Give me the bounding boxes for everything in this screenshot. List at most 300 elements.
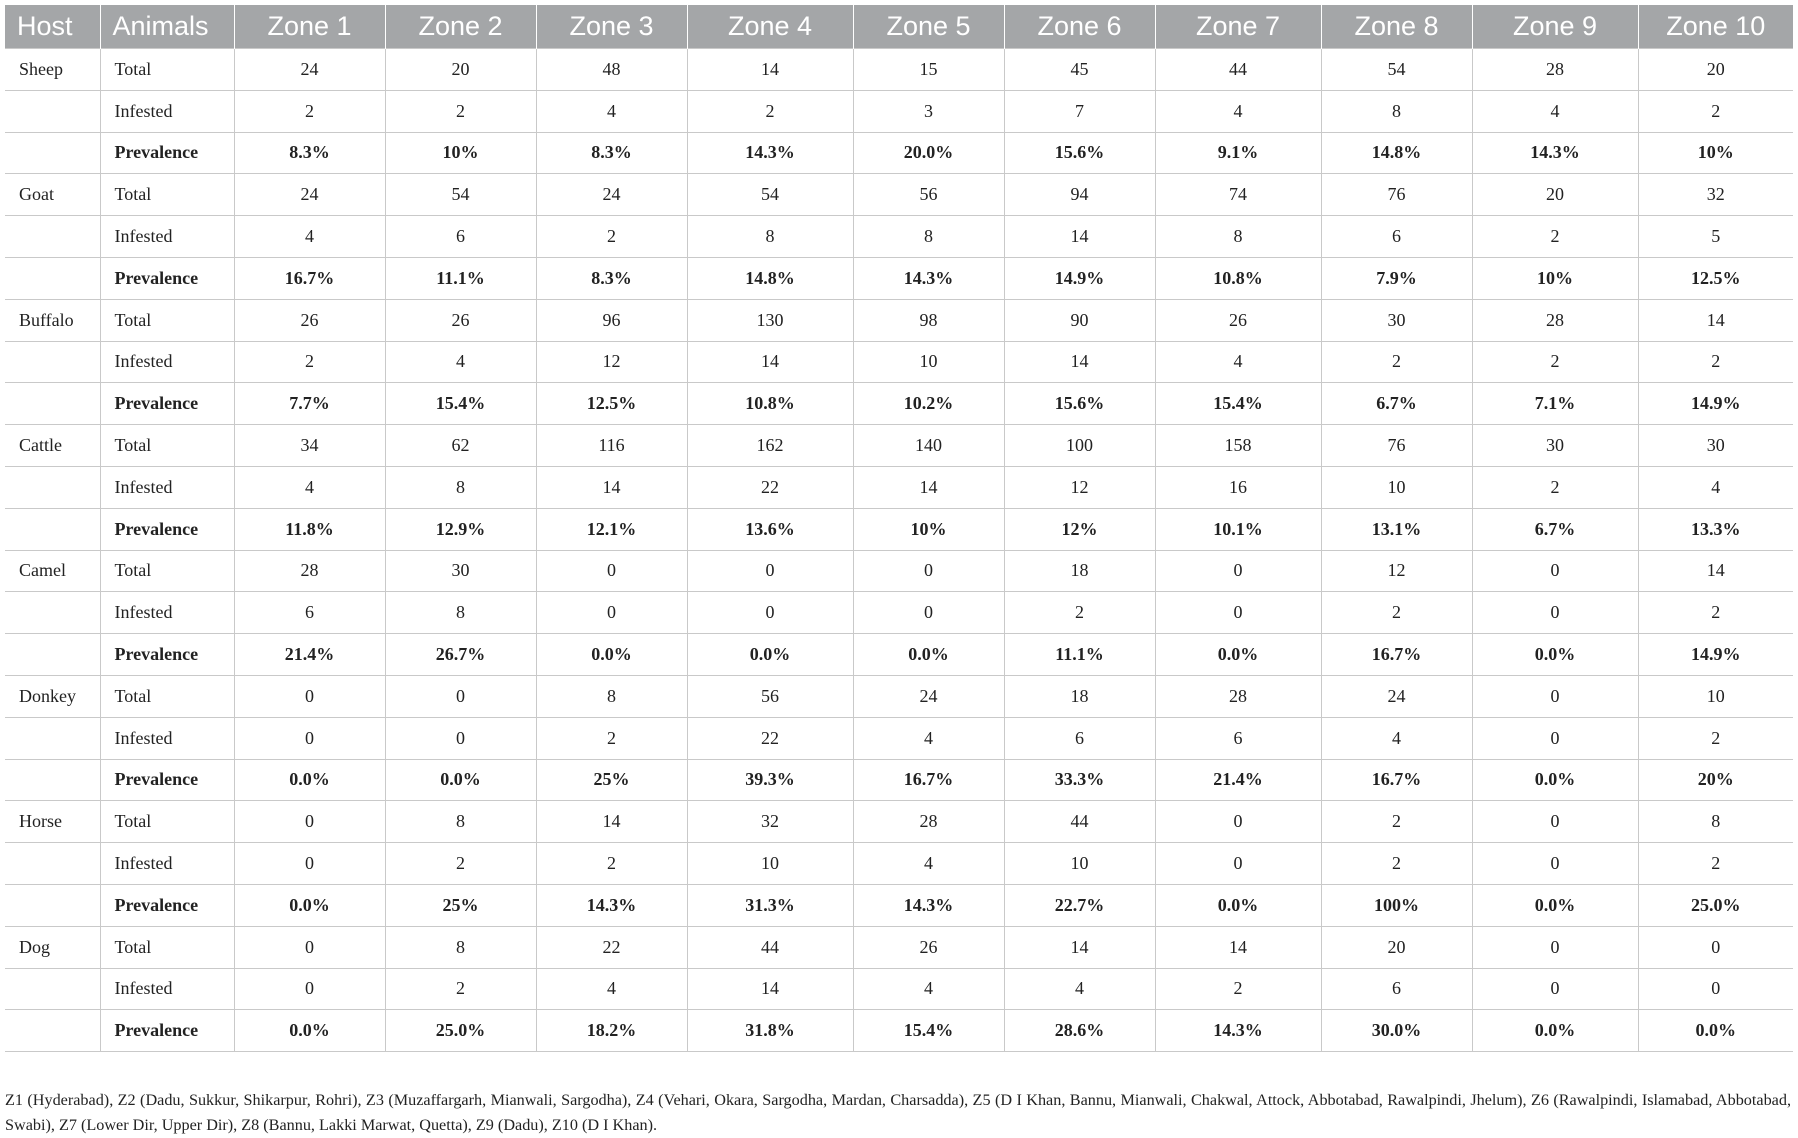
host-cell	[5, 843, 100, 885]
zone-value-cell: 24	[234, 174, 385, 216]
zone-value-cell: 15.6%	[1004, 383, 1155, 425]
zone-value-cell: 0	[234, 926, 385, 968]
column-header-host: Host	[5, 5, 100, 49]
zone-value-cell: 2	[1638, 341, 1793, 383]
zone-value-cell: 5	[1638, 216, 1793, 258]
zone-value-cell: 14	[536, 466, 687, 508]
zone-value-cell: 2	[536, 843, 687, 885]
zone-value-cell: 7	[1004, 90, 1155, 132]
zone-value-cell: 6	[1004, 717, 1155, 759]
table-row	[5, 216, 1793, 258]
host-cell	[5, 508, 100, 550]
zone-value-cell: 14.9%	[1638, 634, 1793, 676]
zone-value-cell: 10%	[1472, 257, 1638, 299]
host-cell	[5, 132, 100, 174]
row-label-cell: Infested	[100, 216, 234, 258]
zone-value-cell: 15.6%	[1004, 132, 1155, 174]
zone-value-cell: 100	[1004, 425, 1155, 467]
zone-value-cell: 2	[385, 90, 536, 132]
row-label-cell: Infested	[100, 592, 234, 634]
zone-value-cell: 14	[687, 341, 853, 383]
zone-value-cell: 2	[234, 90, 385, 132]
zone-value-cell: 20%	[1638, 759, 1793, 801]
zone-value-cell: 56	[853, 174, 1004, 216]
zone-value-cell: 12	[536, 341, 687, 383]
zone-value-cell: 56	[687, 675, 853, 717]
zone-value-cell: 14.3%	[853, 884, 1004, 926]
zone-value-cell: 30	[1472, 425, 1638, 467]
zone-value-cell: 96	[536, 299, 687, 341]
zone-value-cell: 8	[1321, 90, 1472, 132]
zone-value-cell: 158	[1155, 425, 1321, 467]
zone-value-cell: 6	[234, 592, 385, 634]
zone-value-cell: 6.7%	[1472, 508, 1638, 550]
zone-value-cell: 25%	[536, 759, 687, 801]
zone-value-cell: 8	[536, 675, 687, 717]
zone-value-cell: 30	[1321, 299, 1472, 341]
zone-value-cell: 100%	[1321, 884, 1472, 926]
column-header-zone-1: Zone 1	[234, 5, 385, 49]
zone-value-cell: 140	[853, 425, 1004, 467]
zone-value-cell: 10%	[385, 132, 536, 174]
column-header-zone-8: Zone 8	[1321, 5, 1472, 49]
table-row	[5, 299, 1793, 341]
zone-value-cell: 22	[687, 717, 853, 759]
zone-value-cell: 0	[1155, 801, 1321, 843]
zone-value-cell: 44	[1004, 801, 1155, 843]
row-label-cell: Prevalence	[100, 132, 234, 174]
host-cell	[5, 90, 100, 132]
host-cell: Donkey	[5, 675, 100, 717]
zone-value-cell: 0	[687, 592, 853, 634]
zone-value-cell: 21.4%	[234, 634, 385, 676]
zone-value-cell: 116	[536, 425, 687, 467]
zone-value-cell: 32	[1638, 174, 1793, 216]
zone-value-cell: 8	[1155, 216, 1321, 258]
table-row	[5, 466, 1793, 508]
zone-value-cell: 2	[536, 717, 687, 759]
zone-value-cell: 14.8%	[1321, 132, 1472, 174]
zone-value-cell: 26	[1155, 299, 1321, 341]
host-cell: Sheep	[5, 49, 100, 91]
row-label-cell: Infested	[100, 90, 234, 132]
host-cell	[5, 759, 100, 801]
table-row	[5, 132, 1793, 174]
zone-value-cell: 12	[1004, 466, 1155, 508]
zone-value-cell: 0.0%	[687, 634, 853, 676]
zone-value-cell: 0	[385, 675, 536, 717]
zone-value-cell: 31.3%	[687, 884, 853, 926]
zone-value-cell: 0	[1472, 675, 1638, 717]
table-row	[5, 49, 1793, 91]
zone-value-cell: 54	[687, 174, 853, 216]
zone-value-cell: 14	[687, 968, 853, 1010]
zone-value-cell: 15.4%	[385, 383, 536, 425]
table-row	[5, 759, 1793, 801]
zone-value-cell: 2	[234, 341, 385, 383]
host-cell: Goat	[5, 174, 100, 216]
zone-value-cell: 14.3%	[1472, 132, 1638, 174]
zone-value-cell: 28	[1155, 675, 1321, 717]
row-label-cell: Prevalence	[100, 508, 234, 550]
zone-value-cell: 26	[853, 926, 1004, 968]
zone-value-cell: 0	[1638, 968, 1793, 1010]
zone-value-cell: 0.0%	[1155, 634, 1321, 676]
host-cell	[5, 634, 100, 676]
zone-value-cell: 4	[234, 466, 385, 508]
zone-value-cell: 8	[687, 216, 853, 258]
row-label-cell: Prevalence	[100, 634, 234, 676]
zone-value-cell: 16.7%	[853, 759, 1004, 801]
table-row	[5, 592, 1793, 634]
zone-value-cell: 14	[1004, 341, 1155, 383]
zone-value-cell: 4	[1155, 341, 1321, 383]
table-row	[5, 341, 1793, 383]
zone-value-cell: 8.3%	[536, 132, 687, 174]
row-label-cell: Prevalence	[100, 1010, 234, 1052]
zone-value-cell: 0.0%	[853, 634, 1004, 676]
zone-value-cell: 0	[536, 550, 687, 592]
table-row	[5, 675, 1793, 717]
host-cell	[5, 341, 100, 383]
zone-value-cell: 8	[385, 926, 536, 968]
zone-value-cell: 25.0%	[385, 1010, 536, 1052]
table-footnote: Z1 (Hyderabad), Z2 (Dadu, Sukkur, Shikarpur, Rohri), Z3 (Muzaffargarh, Mianwali, Sargodha), Z4 (Vehari, Okara, Sargodha, Mardan, Charsadda), Z5 (D I Khan, Bannu, Mianwali, Chakwal, Attock, Abbotabad, Rawalpindi, Jhelum), Z6 (Rawalpindi, Islamabad, Abbotabad, Swabi), Z7 (Lower Dir, Upper Dir), Z8 (Bannu, Lakki Marwat, Quetta), Z9 (Dadu), Z10 (D I Khan).	[5, 1091, 1791, 1134]
zone-value-cell: 14	[853, 466, 1004, 508]
column-header-zone-7: Zone 7	[1155, 5, 1321, 49]
zone-value-cell: 4	[1638, 466, 1793, 508]
zone-value-cell: 0	[687, 550, 853, 592]
zone-value-cell: 0	[1472, 801, 1638, 843]
zone-value-cell: 0.0%	[1155, 884, 1321, 926]
zone-value-cell: 10	[687, 843, 853, 885]
column-header-zone-5: Zone 5	[853, 5, 1004, 49]
zone-value-cell: 10	[1004, 843, 1155, 885]
zone-value-cell: 0	[1472, 717, 1638, 759]
zone-value-cell: 10.8%	[1155, 257, 1321, 299]
zone-value-cell: 11.1%	[385, 257, 536, 299]
zone-value-cell: 6	[1321, 968, 1472, 1010]
zone-value-cell: 2	[1638, 592, 1793, 634]
zone-value-cell: 12	[1321, 550, 1472, 592]
zone-value-cell: 14	[1004, 926, 1155, 968]
zone-value-cell: 0	[1472, 550, 1638, 592]
row-label-cell: Prevalence	[100, 884, 234, 926]
zone-value-cell: 2	[1638, 843, 1793, 885]
zone-value-cell: 14	[1004, 216, 1155, 258]
column-header-zone-6: Zone 6	[1004, 5, 1155, 49]
zone-value-cell: 26	[385, 299, 536, 341]
zone-value-cell: 13.1%	[1321, 508, 1472, 550]
zone-value-cell: 0.0%	[385, 759, 536, 801]
column-header-animals: Animals	[100, 5, 234, 49]
row-label-cell: Infested	[100, 466, 234, 508]
zone-value-cell: 20	[1321, 926, 1472, 968]
zone-value-cell: 4	[853, 968, 1004, 1010]
zone-value-cell: 2	[1472, 466, 1638, 508]
zone-value-cell: 2	[1638, 717, 1793, 759]
row-label-cell: Total	[100, 550, 234, 592]
row-label-cell: Total	[100, 675, 234, 717]
table-row	[5, 383, 1793, 425]
zone-value-cell: 48	[536, 49, 687, 91]
table-row	[5, 634, 1793, 676]
zone-value-cell: 14	[1638, 550, 1793, 592]
zone-value-cell: 98	[853, 299, 1004, 341]
zone-value-cell: 2	[1472, 216, 1638, 258]
zone-value-cell: 16.7%	[234, 257, 385, 299]
zone-value-cell: 0.0%	[234, 1010, 385, 1052]
zone-value-cell: 10.1%	[1155, 508, 1321, 550]
zone-value-cell: 45	[1004, 49, 1155, 91]
zone-value-cell: 13.3%	[1638, 508, 1793, 550]
zone-value-cell: 8.3%	[234, 132, 385, 174]
zone-value-cell: 10.2%	[853, 383, 1004, 425]
row-label-cell: Prevalence	[100, 759, 234, 801]
table-row	[5, 1010, 1793, 1052]
row-label-cell: Prevalence	[100, 383, 234, 425]
zone-value-cell: 0.0%	[234, 759, 385, 801]
zone-value-cell: 0.0%	[1638, 1010, 1793, 1052]
zone-value-cell: 15.4%	[1155, 383, 1321, 425]
zone-value-cell: 0	[234, 968, 385, 1010]
zone-value-cell: 20	[1472, 174, 1638, 216]
zone-value-cell: 3	[853, 90, 1004, 132]
zone-value-cell: 12.5%	[536, 383, 687, 425]
zone-value-cell: 8	[1638, 801, 1793, 843]
zone-value-cell: 14	[687, 49, 853, 91]
zone-value-cell: 14.3%	[853, 257, 1004, 299]
table-row	[5, 801, 1793, 843]
zone-value-cell: 0	[1155, 550, 1321, 592]
zone-value-cell: 14	[536, 801, 687, 843]
zone-value-cell: 7.7%	[234, 383, 385, 425]
zone-value-cell: 0	[853, 550, 1004, 592]
zone-value-cell: 4	[1155, 90, 1321, 132]
zone-value-cell: 4	[536, 968, 687, 1010]
zone-value-cell: 0	[1472, 843, 1638, 885]
zone-value-cell: 20	[385, 49, 536, 91]
zone-value-cell: 7.9%	[1321, 257, 1472, 299]
zone-value-cell: 24	[234, 49, 385, 91]
zone-value-cell: 14.3%	[1155, 1010, 1321, 1052]
row-label-cell: Total	[100, 299, 234, 341]
row-label-cell: Total	[100, 425, 234, 467]
zone-value-cell: 4	[385, 341, 536, 383]
host-cell: Buffalo	[5, 299, 100, 341]
zone-value-cell: 0	[1472, 926, 1638, 968]
zone-value-cell: 12%	[1004, 508, 1155, 550]
zone-value-cell: 20.0%	[853, 132, 1004, 174]
host-cell	[5, 257, 100, 299]
host-cell	[5, 1010, 100, 1052]
zone-value-cell: 22	[536, 926, 687, 968]
host-cell	[5, 216, 100, 258]
table-row	[5, 550, 1793, 592]
zone-value-cell: 0	[1472, 968, 1638, 1010]
zone-value-cell: 4	[234, 216, 385, 258]
zone-value-cell: 0.0%	[234, 884, 385, 926]
zone-value-cell: 24	[536, 174, 687, 216]
zone-value-cell: 2	[1638, 90, 1793, 132]
zone-value-cell: 20	[1638, 49, 1793, 91]
zone-value-cell: 2	[1321, 843, 1472, 885]
zone-value-cell: 0.0%	[1472, 759, 1638, 801]
zone-value-cell: 130	[687, 299, 853, 341]
column-header-zone-3: Zone 3	[536, 5, 687, 49]
zone-value-cell: 10	[1638, 675, 1793, 717]
zone-value-cell: 14	[1155, 926, 1321, 968]
zone-value-cell: 26.7%	[385, 634, 536, 676]
zone-value-cell: 0	[234, 801, 385, 843]
host-cell: Horse	[5, 801, 100, 843]
table-row	[5, 884, 1793, 926]
zone-value-cell: 0	[1155, 592, 1321, 634]
host-cell: Cattle	[5, 425, 100, 467]
zone-value-cell: 14.9%	[1638, 383, 1793, 425]
zone-value-cell: 4	[1472, 90, 1638, 132]
zone-value-cell: 8	[385, 592, 536, 634]
zone-value-cell: 12.9%	[385, 508, 536, 550]
column-header-zone-10: Zone 10	[1638, 5, 1793, 49]
row-label-cell: Infested	[100, 341, 234, 383]
zone-value-cell: 13.6%	[687, 508, 853, 550]
row-label-cell: Prevalence	[100, 257, 234, 299]
host-cell	[5, 383, 100, 425]
zone-value-cell: 76	[1321, 425, 1472, 467]
zone-value-cell: 54	[385, 174, 536, 216]
zone-value-cell: 16.7%	[1321, 759, 1472, 801]
zone-value-cell: 74	[1155, 174, 1321, 216]
zone-value-cell: 0	[385, 717, 536, 759]
zone-value-cell: 16.7%	[1321, 634, 1472, 676]
zone-value-cell: 4	[853, 717, 1004, 759]
zone-value-cell: 2	[385, 968, 536, 1010]
zone-value-cell: 6	[385, 216, 536, 258]
zone-value-cell: 8	[385, 801, 536, 843]
zone-value-cell: 62	[385, 425, 536, 467]
zone-value-cell: 44	[1155, 49, 1321, 91]
zone-value-cell: 14.3%	[536, 884, 687, 926]
zone-value-cell: 2	[1321, 341, 1472, 383]
zone-value-cell: 10	[853, 341, 1004, 383]
zone-value-cell: 33.3%	[1004, 759, 1155, 801]
table-row	[5, 968, 1793, 1010]
prevalence-table	[5, 5, 1793, 1052]
zone-value-cell: 14	[1638, 299, 1793, 341]
table-row	[5, 174, 1793, 216]
zone-value-cell: 31.8%	[687, 1010, 853, 1052]
host-cell	[5, 717, 100, 759]
zone-value-cell: 15	[853, 49, 1004, 91]
zone-value-cell: 11.1%	[1004, 634, 1155, 676]
zone-value-cell: 54	[1321, 49, 1472, 91]
table-row	[5, 843, 1793, 885]
zone-value-cell: 7.1%	[1472, 383, 1638, 425]
zone-value-cell: 8	[385, 466, 536, 508]
zone-value-cell: 26	[234, 299, 385, 341]
zone-value-cell: 0	[853, 592, 1004, 634]
zone-value-cell: 0.0%	[1472, 884, 1638, 926]
zone-value-cell: 0.0%	[536, 634, 687, 676]
zone-value-cell: 10%	[1638, 132, 1793, 174]
zone-value-cell: 28.6%	[1004, 1010, 1155, 1052]
zone-value-cell: 10%	[853, 508, 1004, 550]
zone-value-cell: 0	[536, 592, 687, 634]
zone-value-cell: 0	[234, 675, 385, 717]
zone-value-cell: 6.7%	[1321, 383, 1472, 425]
row-label-cell: Infested	[100, 843, 234, 885]
host-cell: Dog	[5, 926, 100, 968]
zone-value-cell: 30.0%	[1321, 1010, 1472, 1052]
zone-value-cell: 14.9%	[1004, 257, 1155, 299]
zone-value-cell: 14.8%	[687, 257, 853, 299]
host-cell: Camel	[5, 550, 100, 592]
zone-value-cell: 2	[1321, 801, 1472, 843]
zone-value-cell: 25.0%	[1638, 884, 1793, 926]
zone-value-cell: 94	[1004, 174, 1155, 216]
table-row	[5, 90, 1793, 132]
zone-value-cell: 28	[853, 801, 1004, 843]
zone-value-cell: 2	[1472, 341, 1638, 383]
zone-value-cell: 0	[234, 717, 385, 759]
table-row	[5, 257, 1793, 299]
zone-value-cell: 4	[853, 843, 1004, 885]
zone-value-cell: 30	[385, 550, 536, 592]
zone-value-cell: 15.4%	[853, 1010, 1004, 1052]
zone-value-cell: 39.3%	[687, 759, 853, 801]
column-header-zone-9: Zone 9	[1472, 5, 1638, 49]
table-row	[5, 926, 1793, 968]
zone-value-cell: 10	[1321, 466, 1472, 508]
zone-value-cell: 28	[234, 550, 385, 592]
row-label-cell: Infested	[100, 717, 234, 759]
zone-value-cell: 9.1%	[1155, 132, 1321, 174]
zone-value-cell: 4	[1004, 968, 1155, 1010]
zone-value-cell: 0.0%	[1472, 1010, 1638, 1052]
zone-value-cell: 2	[1321, 592, 1472, 634]
zone-value-cell: 12.5%	[1638, 257, 1793, 299]
zone-value-cell: 8.3%	[536, 257, 687, 299]
prevalence-table-container	[5, 5, 1793, 1052]
zone-value-cell: 0	[1155, 843, 1321, 885]
zone-value-cell: 14.3%	[687, 132, 853, 174]
zone-value-cell: 12.1%	[536, 508, 687, 550]
zone-value-cell: 44	[687, 926, 853, 968]
zone-value-cell: 0	[1638, 926, 1793, 968]
zone-value-cell: 10.8%	[687, 383, 853, 425]
row-label-cell: Total	[100, 801, 234, 843]
host-cell	[5, 592, 100, 634]
zone-value-cell: 32	[687, 801, 853, 843]
table-row	[5, 717, 1793, 759]
row-label-cell: Total	[100, 174, 234, 216]
zone-value-cell: 2	[536, 216, 687, 258]
zone-value-cell: 6	[1321, 216, 1472, 258]
zone-value-cell: 2	[385, 843, 536, 885]
zone-value-cell: 90	[1004, 299, 1155, 341]
zone-value-cell: 18	[1004, 675, 1155, 717]
table-header-row	[5, 5, 1793, 49]
zone-value-cell: 30	[1638, 425, 1793, 467]
zone-value-cell: 11.8%	[234, 508, 385, 550]
zone-value-cell: 18.2%	[536, 1010, 687, 1052]
host-cell	[5, 466, 100, 508]
zone-value-cell: 4	[1321, 717, 1472, 759]
host-cell	[5, 968, 100, 1010]
zone-value-cell: 25%	[385, 884, 536, 926]
zone-value-cell: 0	[234, 843, 385, 885]
